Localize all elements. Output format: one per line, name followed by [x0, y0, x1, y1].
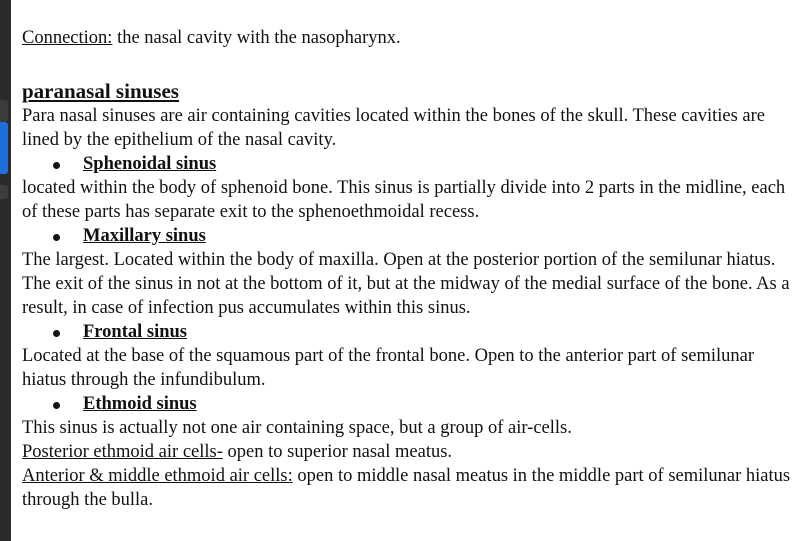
- sinus-heading-frontal: [22, 320, 797, 344]
- sinus-text-frontal: Located at the base of the squamous part of the frontal bone. Open to the anterior part of semilunar hiatus through the infundibulum.: [22, 346, 755, 390]
- bullet-icon: [53, 162, 60, 169]
- section-intro: Para nasal sinuses are air containing cavities located within the bones of the skull. These cavities are lined by the epithelium of the nasal cavity.: [22, 106, 766, 150]
- side-tab[interactable]: [0, 185, 8, 199]
- document-body: [22, 26, 797, 512]
- sinus-heading-maxillary: [22, 224, 797, 248]
- bullet-icon: [53, 402, 60, 409]
- bullet-icon: [53, 234, 60, 241]
- ethmoid-posterior-label: Posterior ethmoid air cells-: [22, 442, 223, 462]
- ethmoid-anterior-line: [22, 464, 797, 512]
- side-tab-active[interactable]: [0, 122, 8, 174]
- sinus-name: Maxillary sinus: [83, 226, 206, 246]
- sinus-text-sphenoidal: located within the body of sphenoid bone. This sinus is partially divide into 2 parts in the midline, each of these parts has separate exit to the sphenoethmoidal recess.: [22, 178, 786, 222]
- side-tab[interactable]: [0, 100, 8, 122]
- sinus-name: Sphenoidal sinus: [83, 154, 217, 174]
- section-title: paranasal sinuses: [22, 79, 179, 103]
- sinus-heading-sphenoidal: [22, 152, 797, 176]
- sinus-heading-ethmoid: [22, 392, 797, 416]
- sinus-text-maxillary: The largest. Located within the body of maxilla. Open at the posterior portion of the semilunar hiatus. The exit of the sinus in not at the bottom of it, but at the midway of the medial surface of the bone. As a result, in case of infection pus accumulates within this sinus.: [22, 250, 790, 318]
- ethmoid-anterior-text: open to middle nasal meatus in the middle part of semilunar hiatus through the bulla.: [22, 466, 791, 510]
- connection-line: [22, 26, 797, 50]
- ethmoid-anterior-label: Anterior & middle ethmoid air cells:: [22, 466, 293, 486]
- bullet-icon: [53, 330, 60, 337]
- left-side-panel: [0, 0, 11, 541]
- sinus-text-ethmoid: This sinus is actually not one air containing space, but a group of air-cells.: [22, 418, 572, 438]
- ethmoid-posterior-text: open to superior nasal meatus.: [222, 442, 453, 462]
- sinus-name: Frontal sinus: [83, 322, 188, 342]
- connection-label: Connection:: [22, 28, 113, 48]
- ethmoid-posterior-line: [22, 440, 797, 464]
- connection-text: the nasal cavity with the nasopharynx.: [112, 28, 401, 48]
- sinus-name: Ethmoid sinus: [83, 394, 197, 414]
